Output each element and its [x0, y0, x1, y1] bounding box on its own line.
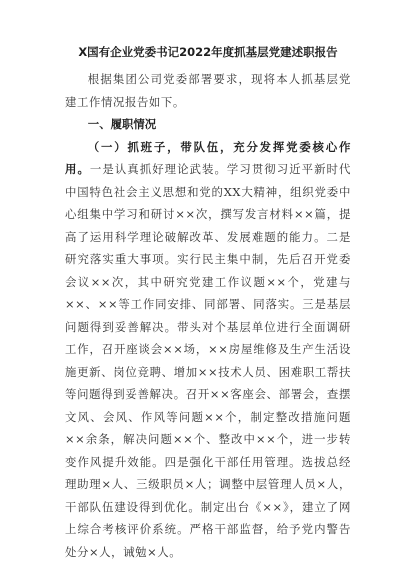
report-title: X国有企业党委书记2022年度抓基层党建述职报告 [78, 45, 338, 59]
paragraph-body-text: 一是认真抓好理论武装。学习贯彻习近平新时代中国特色社会主义思想和党的XX大精神，组织党委中心组集中学习和研讨××次，撰写发言材料××篇，提高了运用科学理论破解改革、发展难题的能力。二是研究落实重大事项。实行民主集中制，先后召开党委会议××次，其中研究党建工作议题××个，党建与××、××等工作同安排、同部署、同落实。三是基层问题得到妥善解决。带头对个基层单位进行全面调研工作，召开座谈会××场，××房屋维修及生产生活设施更新、岗位竞聘、增加××技术人员、困难职工帮扶等问题得到妥善解决。召开××客座会、部署会，查摆文风、会风、作风等问题××个，制定整改措施问题××余条，解决问题××个、整改中××个，进一步转变作风提升效能。四是强化干部任用管理。选拔总经理助理×人、三级职员×人；调整中层管理人员×人，干部队伍建设得到优化。制定出台《××》，建立了网上综合考核评价系统。严格干部监督，给予党内警告处分×人，诫勉×人。 [65, 162, 352, 559]
intro-paragraph: 根据集团公司党委部署要求，现将本人抓基层党建工作情况报告如下。 [65, 72, 351, 109]
sub-heading-leadership: （一）抓班子，带队伍，充分发挥党委核心作用。 [65, 139, 351, 176]
report-body [65, 44, 351, 563]
section-heading-performance: 一、履职情况 [87, 117, 157, 131]
section-1-paragraph-1 [65, 136, 351, 564]
